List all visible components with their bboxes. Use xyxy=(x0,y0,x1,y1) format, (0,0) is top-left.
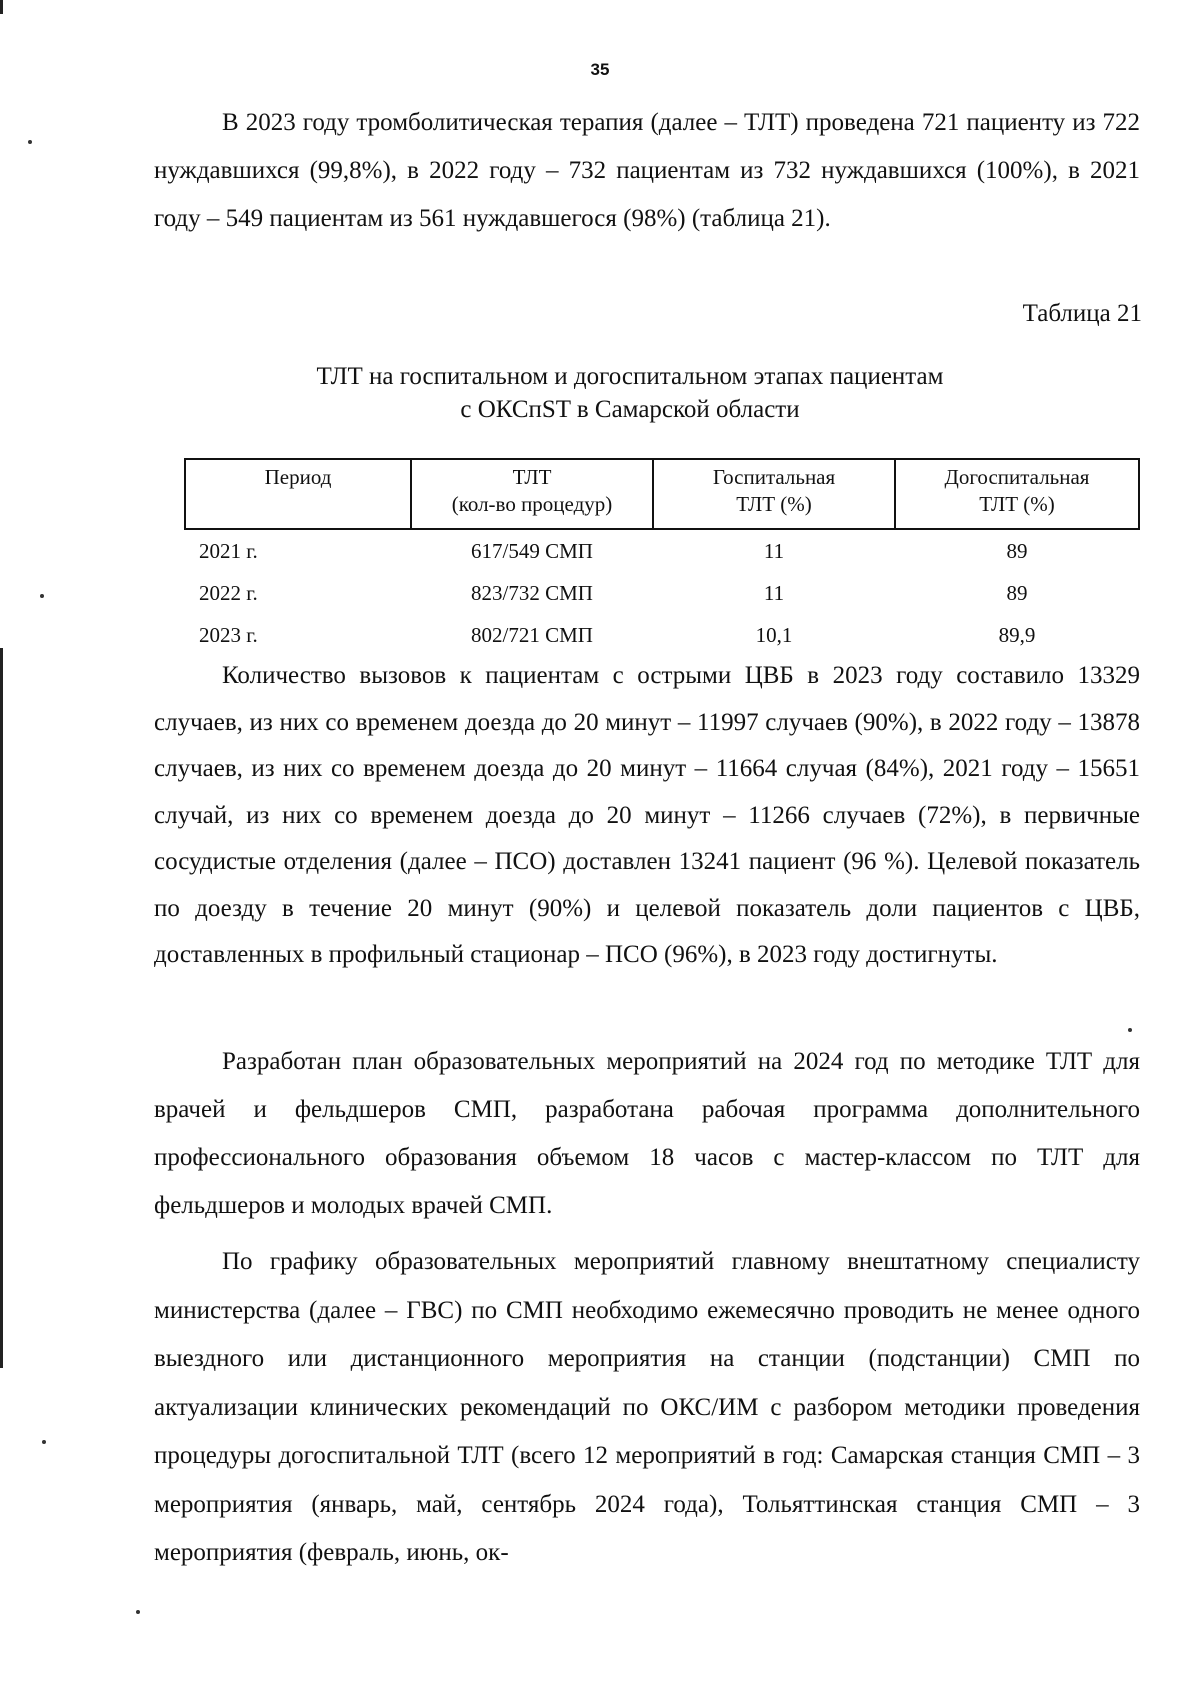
cell-prehospital: 89,9 xyxy=(998,622,1036,647)
cell-period: 2022 г. xyxy=(199,580,258,605)
paragraph-education-plan: Разработан план образовательных мероприятий на 2024 год по методике ТЛТ для врачей и фельдшеров СМП, разработана рабочая программа дополнительного профессионального образования объемом 18 часов с мастер-классом по ТЛТ для фельдшеров и молодых врачей СМП. xyxy=(154,1048,1140,1219)
scan-speck xyxy=(28,140,32,144)
scan-edge-mark xyxy=(0,0,3,14)
paragraph-tlt-summary: В 2023 году тромболитическая терапия (далее – ТЛТ) проведена 721 пациенту из 722 нуждавшихся (99,8%), в 2022 году – 732 пациентам из 732 нуждавшихся (100%), в 2021 году – 549 пациентам из 561 нуждавшегося (98%) (таблица 21). xyxy=(154,109,1140,232)
header-prehospital: Догоспитальная ТЛТ (%) xyxy=(895,459,1139,529)
cell-hospital: 11 xyxy=(763,538,785,563)
cell-tlt: 823/732 СМП xyxy=(471,580,593,605)
table-row xyxy=(185,572,1139,614)
tlt-table xyxy=(184,458,1140,656)
cell-hospital: 10,1 xyxy=(755,622,793,647)
cell-period: 2023 г. xyxy=(199,622,258,647)
header-tlt: ТЛТ (кол-во процедур) xyxy=(411,459,653,529)
paragraph-education-schedule: По графику образовательных мероприятий главному внештатному специалисту министерства (далее – ГВС) по СМП необходимо ежемесячно проводить не менее одного выездного или дистанционного мероприятия на станции (подстанции) СМП по актуализации клинических рекомендаций по ОКС/ИМ с разбором методики проведения процедуры догоспитальной ТЛТ (всего 12 мероприятий в год: Самарская станция СМП – 3 мероприятия (январь, май, сентябрь 2024 года), Тольяттинская станция СМП – 3 мероприятия (февраль, июнь, ок- xyxy=(154,1248,1140,1566)
scan-margin-rule xyxy=(0,648,3,1368)
header-hospital: Госпитальная ТЛТ (%) xyxy=(653,459,895,529)
cell-prehospital: 89 xyxy=(1006,538,1028,563)
scan-speck xyxy=(1128,1028,1132,1032)
cell-tlt: 617/549 СМП xyxy=(471,538,593,563)
table-title-line: ТЛТ на госпитальном и догоспитальном этапах пациентам xyxy=(316,363,944,390)
table-row xyxy=(185,529,1139,572)
table-label: Таблица 21 xyxy=(1022,300,1142,327)
table-header-row xyxy=(185,459,1139,529)
cell-tlt: 802/721 СМП xyxy=(471,622,593,647)
cell-hospital: 11 xyxy=(763,580,785,605)
table-title xyxy=(230,360,1030,426)
scan-speck xyxy=(40,594,44,598)
cell-prehospital: 89 xyxy=(1006,580,1028,605)
scan-speck xyxy=(136,1610,140,1614)
scan-speck xyxy=(42,1440,46,1444)
cell-period: 2021 г. xyxy=(199,538,258,563)
table-title-line: с ОКСпST в Самарской области xyxy=(460,396,800,423)
table-row xyxy=(185,614,1139,656)
page-number: 35 xyxy=(590,60,610,79)
header-period: Период xyxy=(185,459,411,529)
paragraph-cvd-calls: Количество вызовов к пациентам с острыми ЦВБ в 2023 году составило 13329 случаев, из них со временем доезда до 20 минут – 11997 случаев (90%), в 2022 году – 13878 случаев, из них со временем доезда до 20 минут – 11664 случая (84%), 2021 году – 15651 случай, из них со временем доезда до 20 минут – 11266 случаев (72%), в первичные сосудистые отделения (далее – ПСО) доставлен 13241 пациент (96 %). Целевой показатель по доезду в течение 20 минут (90%) и целевой показатель доли пациентов с ЦВБ, доставленных в профильный стационар – ПСО (96%), в 2023 году достигнуты. xyxy=(154,662,1140,968)
